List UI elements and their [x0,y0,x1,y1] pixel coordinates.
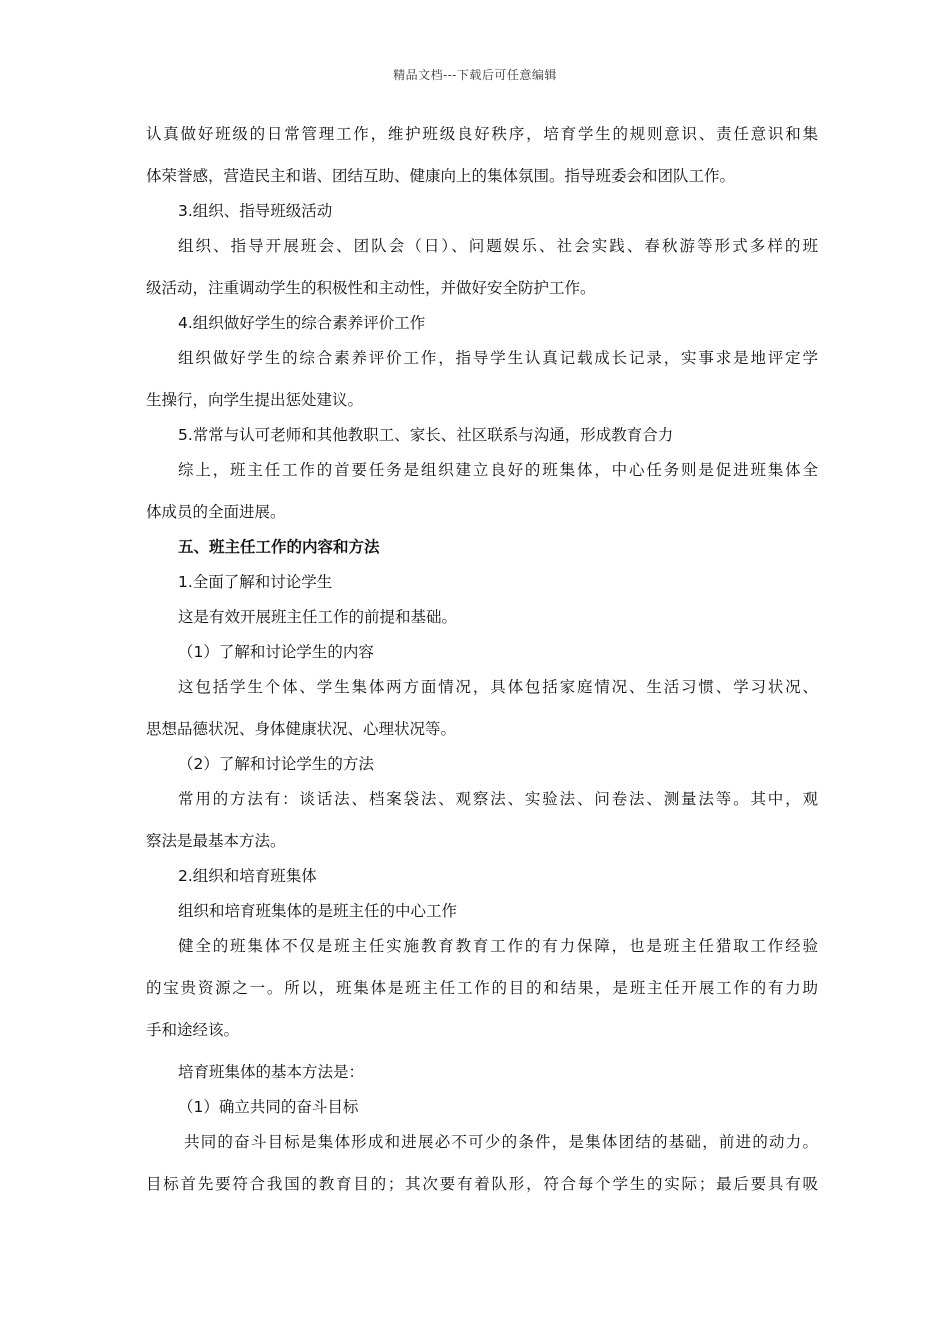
sub-heading: （1）确立共同的奋斗目标 [178,1098,359,1116]
paragraph-line: 认真做好班级的日常管理工作，维护班级良好秩序，培育学生的规则意识、责任意识和集 [146,125,818,143]
document-body [146,122,818,1196]
paragraph-line: 共同的奋斗目标是集体形成和进展必不可少的条件，是集体团结的基础，前进的动力。 [184,1133,818,1151]
numbered-heading: 2.组织和培育班集体 [178,867,317,885]
paragraph-line: 组织和培育班集体的是班主任的中心工作 [178,902,458,920]
paragraph-line: 组织、指导开展班会、团队会（日）、问题娱乐、社会实践、春秋游等形式多样的班 [178,237,818,255]
paragraph-line: 体成员的全面进展。 [146,503,286,521]
paragraph-line: 手和途经该。 [146,1021,240,1039]
paragraph-line: 这包括学生个体、学生集体两方面情况，具体包括家庭情况、生活习惯、学习状况、 [178,678,818,696]
sub-heading: （1）了解和讨论学生的内容 [178,643,374,661]
paragraph-line: 级活动，注重调动学生的积极性和主动性，并做好安全防护工作。 [146,279,596,297]
sub-heading: （2）了解和讨论学生的方法 [178,755,374,773]
paragraph-line: 组织做好学生的综合素养评价工作，指导学生认真记载成长记录，实事求是地评定学 [178,349,818,367]
paragraph-line: 这是有效开展班主任工作的前提和基础。 [178,608,458,626]
paragraph-line: 健全的班集体不仅是班主任实施教育教育工作的有力保障，也是班主任猎取工作经验 [178,937,818,955]
paragraph-line: 常用的方法有：谈话法、档案袋法、观察法、实验法、问卷法、测量法等。其中，观 [178,790,818,808]
numbered-heading: 5.常常与认可老师和其他教职工、家长、社区联系与沟通，形成教育合力 [178,426,674,444]
section-heading: 五、班主任工作的内容和方法 [178,538,380,556]
paragraph-line: 综上，班主任工作的首要任务是组织建立良好的班集体，中心任务则是促进班集体全 [178,461,818,479]
paragraph-line: 察法是最基本方法。 [146,832,286,850]
numbered-heading: 4.组织做好学生的综合素养评价工作 [178,314,426,332]
paragraph-line: 体荣誉感，营造民主和谐、团结互助、健康向上的集体氛围。指导班委会和团队工作。 [146,167,736,185]
paragraph-line: 思想品德状况、身体健康状况、心理状况等。 [146,720,457,738]
paragraph-line: 的宝贵资源之一。所以，班集体是班主任工作的目的和结果，是班主任开展工作的有力助 [146,979,818,997]
paragraph-line: 培育班集体的基本方法是： [178,1063,365,1081]
paragraph-line: 目标首先要符合我国的教育目的；其次要有着队形，符合每个学生的实际；最后要具有吸 [146,1175,818,1193]
paragraph-line: 生操行，向学生提出惩处建议。 [146,391,364,409]
numbered-heading: 1.全面了解和讨论学生 [178,573,333,591]
numbered-heading: 3.组织、指导班级活动 [178,202,333,220]
page-header: 精品文档---下载后可任意编辑 [393,68,557,82]
